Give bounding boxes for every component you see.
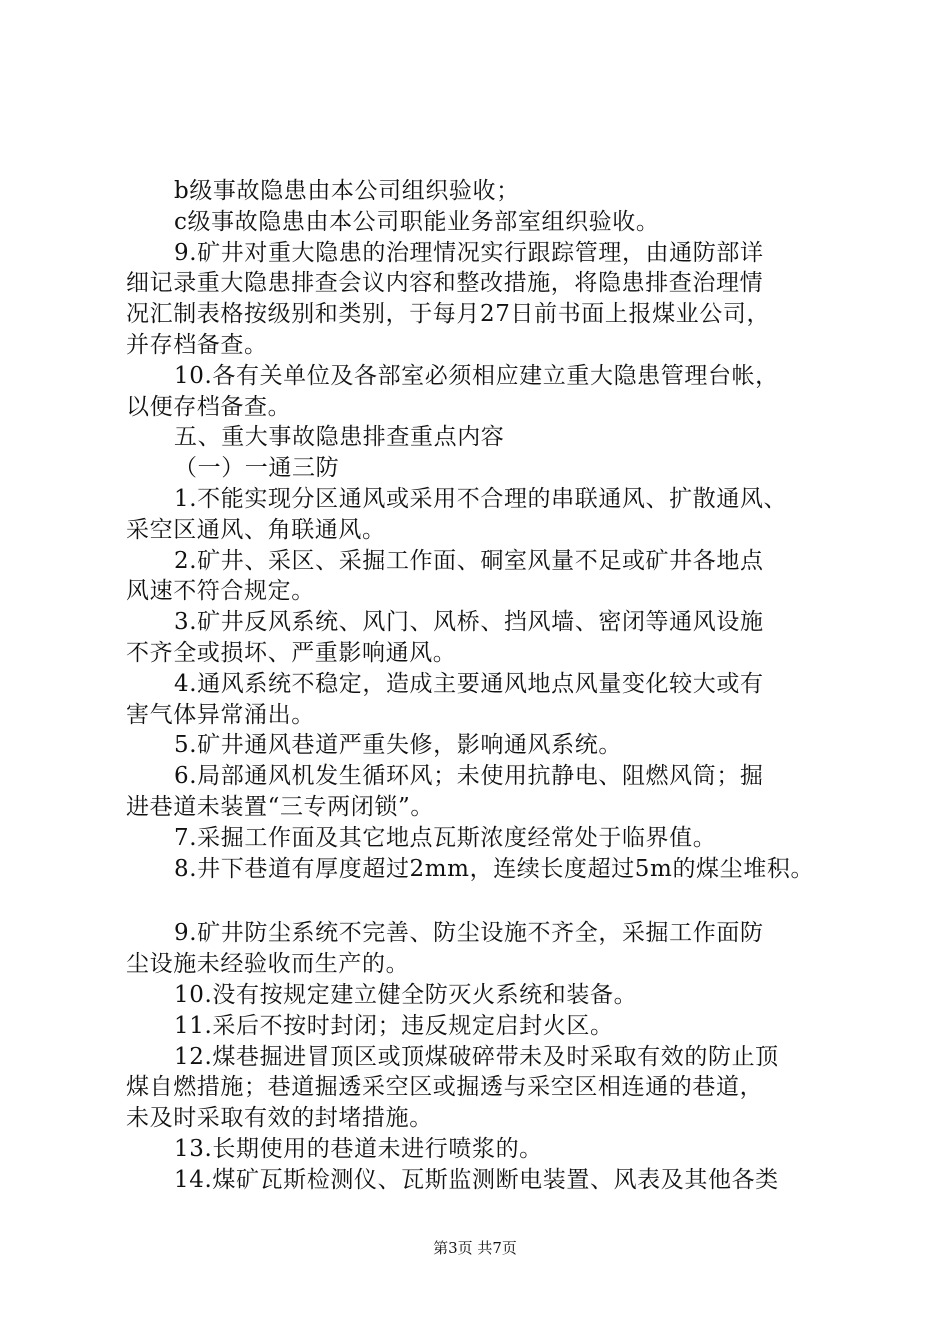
- text-line: 14.煤矿瓦斯检测仪、瓦斯监测断电装置、风表及其他各类: [174, 1166, 779, 1193]
- page-footer: [0, 1238, 950, 1258]
- text-line: 5.矿井通风巷道严重失修，影响通风系统。: [174, 732, 622, 759]
- text-line: 不齐全或损坏、严重影响通风。: [126, 639, 457, 666]
- text-line: 并存档备查。: [126, 331, 268, 358]
- page-number: 第3页 共7页: [433, 1239, 517, 1257]
- text-line: 10.各有关单位及各部室必须相应建立重大隐患管理台帐，: [174, 362, 779, 389]
- text-line: 13.长期使用的巷道未进行喷浆的。: [174, 1135, 543, 1162]
- text-line: 进巷道未装置“三专两闭锁”。: [126, 793, 434, 820]
- text-line: 1.不能实现分区通风或采用不合理的串联通风、扩散通风、: [174, 485, 788, 512]
- text-line: 尘设施未经验收而生产的。: [126, 951, 410, 978]
- text-line: 2.矿井、采区、采掘工作面、硐室风量不足或矿井各地点: [174, 547, 764, 574]
- text-line: 风速不符合规定。: [126, 578, 315, 605]
- text-line: 6.局部通风机发生循环风；未使用抗静电、阻燃风筒；掘: [174, 763, 764, 790]
- text-line: 未及时采取有效的封堵措施。: [126, 1105, 433, 1132]
- text-line: 9.矿井防尘系统不完善、防尘设施不齐全，采掘工作面防: [174, 920, 764, 947]
- text-line: b级事故隐患由本公司组织验收；: [174, 178, 520, 204]
- text-line: 3.矿井反风系统、风门、风桥、挡风墙、密闭等通风设施: [174, 609, 764, 636]
- text-line: 11.采后不按时封闭；违反规定启封火区。: [174, 1012, 614, 1039]
- text-line: 9.矿井对重大隐患的治理情况实行跟踪管理，由通防部详: [174, 239, 764, 266]
- text-line: 7.采掘工作面及其它地点瓦斯浓度经常处于临界值。: [174, 824, 717, 851]
- paragraph-gap: [126, 884, 846, 918]
- text-line: c级事故隐患由本公司职能业务部室组织验收。: [174, 208, 660, 235]
- document-body: [126, 176, 846, 1196]
- text-line: 煤自燃措施；巷道掘透采空区或掘透与采空区相连通的巷道，: [126, 1074, 764, 1101]
- text-line: 况汇制表格按级别和类别，于每月27日前书面上报煤业公司，: [126, 301, 771, 328]
- text-line: 害气体异常涌出。: [126, 701, 315, 728]
- section-heading: 五、重大事故隐患排查重点内容: [174, 424, 505, 451]
- text-line: 以便存档备查。: [126, 393, 292, 420]
- text-line: 10.没有按规定建立健全防灭火系统和装备。: [174, 981, 638, 1008]
- text-line: 8.井下巷道有厚度超过2mm，连续长度超过5m的煤尘堆积。: [174, 855, 815, 882]
- text-line: 采空区通风、角联通风。: [126, 516, 386, 543]
- text-line: 12.煤巷掘进冒顶区或顶煤破碎带未及时采取有效的防止顶: [174, 1043, 779, 1070]
- text-line: 细记录重大隐患排查会议内容和整改措施，将隐患排查治理情: [126, 270, 764, 297]
- subsection-heading: （一）一通三防: [174, 455, 340, 482]
- text-line: 4.通风系统不稳定，造成主要通风地点风量变化较大或有: [174, 670, 764, 697]
